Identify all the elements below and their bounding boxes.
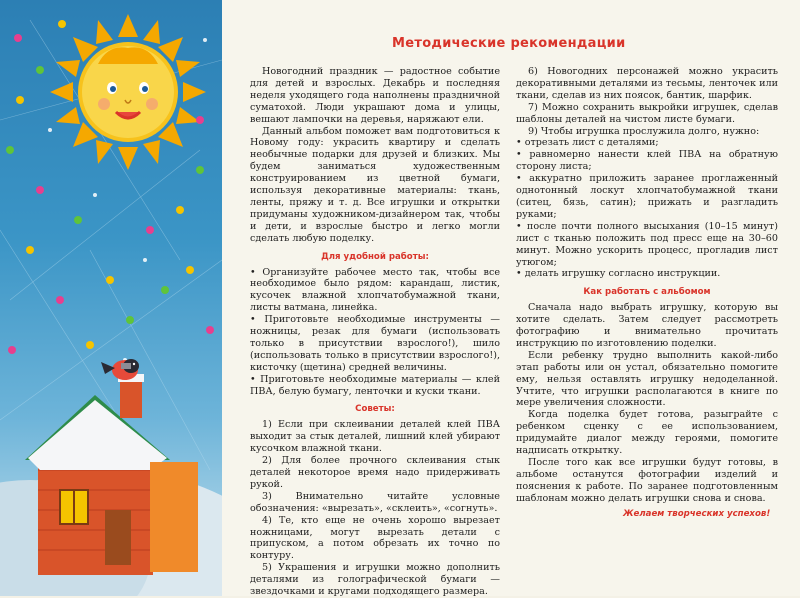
paragraph: Если ребенку трудно выполнить какой-либо этап работы или он устал, обязательно помогите ему, нельзя оставлять игрушку недоделанной. Учтите, что игрушки располагаются в книге по мере увеличения сложности. [516, 349, 778, 409]
paragraph: Сначала надо выбрать игрушку, которую вы хотите сделать. Затем следует рассмотреть фотографию и внимательно прочитать инструкцию по изготовлению поделки. [516, 302, 778, 349]
list-item: • аккуратно приложить заранее проглаженный однотонный лоскут хлопчатобумажной ткани (ситец, бязь, сатин); прижать и разгладить руками; [516, 173, 778, 220]
section-heading: Советы: [355, 404, 395, 415]
list-item: 4) Те, кто еще не очень хорошо вырезает ножницами, могут вырезать детали с припуском, а потом обрезать их точно по контуру. [250, 514, 500, 562]
list-item: 6) Новогодних персонажей можно украсить декоративными деталями из тесьмы, ленточек или ткани, сделав из них поясок, бантик, шарфик. [516, 66, 778, 101]
column-left [250, 66, 500, 598]
house-icon [25, 374, 198, 575]
list-item: • Приготовьте необходимые инструменты — ножницы, резак для бумаги (использовать только в присутствии взрослого!), шило (использовать только в присутствии взрослого!), кисточку (щетина) средней величины. [250, 314, 500, 373]
page-title: Методические рекомендации [392, 36, 626, 51]
list-item: • отрезать лист с деталями; [516, 137, 659, 149]
list-item: • равномерно нанести клей ПВА на обратную сторону листа; [516, 149, 778, 173]
illustration [0, 0, 222, 596]
list-item: 2) Для более прочного склеивания стык деталей некоторое время надо придерживать рукой. [250, 455, 500, 490]
list-item: • Организуйте рабочее место так, чтобы все необходимое было рядом: карандаш, листик, кусочек влажной хлопчатобумажной ткани, листы ватмана, линейка. [250, 266, 500, 314]
winter-scene-illustration [0, 0, 222, 596]
sun-icon [50, 14, 206, 170]
list-item: 9) Чтобы игрушка прослужила долго, нужно: [528, 125, 760, 137]
list-item: 7) Можно сохранить выкройки игрушек, сделав шаблоны деталей на чистом листе бумаги. [516, 101, 778, 125]
list-item: • Приготовьте необходимые материалы — клей ПВА, белую бумагу, ленточки и куски ткани. [250, 373, 500, 397]
bullfinch-icon [101, 359, 139, 380]
section-heading: Для удобной работы: [321, 251, 429, 262]
paragraph: Новогодний праздник — радостное событие для детей и взрослых. Декабрь и последняя неделя уходящего года наполнены праздничной суматохой. Люди украшают дома и улицы, вешают лампочки на деревья, наряжают ели. [250, 66, 500, 125]
list-item: • делать игрушку согласно инструкции. [516, 268, 721, 280]
column-right [516, 66, 778, 505]
list-item: 1) Если при склеивании деталей клей ПВА выходит за стык деталей, лишний клей убирают кусочком влажной ткани. [250, 419, 500, 455]
section-heading: Как работать с альбомом [583, 287, 711, 298]
paragraph: Когда поделка будет готова, разыграйте с ребенком сценку с ее использованием, придумайте диалог между героями, помогите надписать открытку. [516, 409, 778, 457]
paragraph: После того как все игрушки будут готовы, в альбоме останутся фотографии изделий и пояснения к работе. По заранее подготовленным шаблонам можно делать игрушки снова и снова. [516, 457, 778, 504]
list-item: 5) Украшения и игрушки можно дополнить деталями из голографической бумаги — звездочками и кругами подходящего размера. [250, 562, 500, 598]
list-item: 3) Внимательно читайте условные обозначения: «вырезать», «склеить», «согнуть». [250, 490, 500, 514]
list-item: • после почти полного высыхания (10–15 минут) лист с тканью положить под пресс еще на 30–60 минут. Можно ускорить процесс, прогладив лист утюгом; [516, 220, 778, 268]
closing-wish: Желаем творческих успехов! [623, 509, 771, 519]
paragraph: Данный альбом поможет вам подготовиться к Новому году: украсить квартиру и сделать необычные подарки для друзей и близких. Мы будем заниматься художественным конструированием из цветной бумаги, используя декоративные материалы: ткань, ленты, пряжу и т. д. Все игрушки и открытки придуманы художником-дизайнером так, чтобы и дети, и взрослые быстро и легко могли сделать любую поделку. [250, 125, 500, 244]
